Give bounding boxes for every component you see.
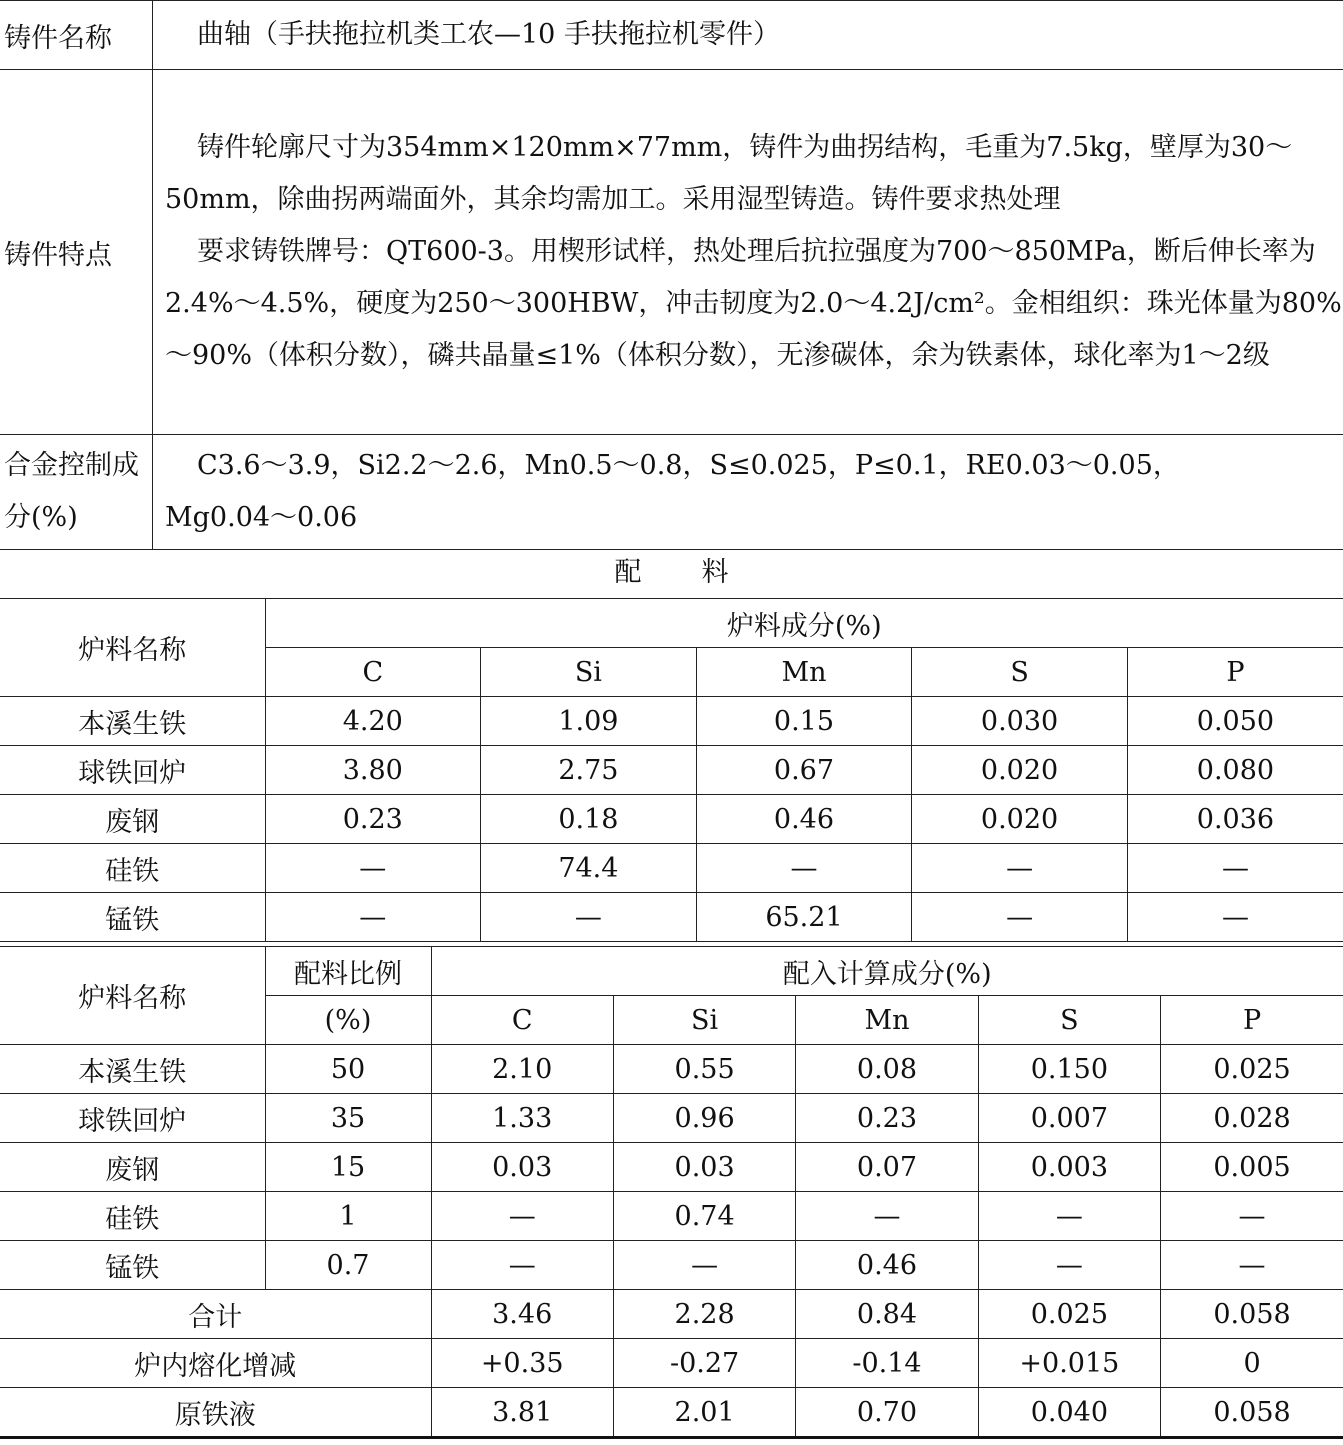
raw-element-header: Si xyxy=(481,648,697,697)
raw-materials-table xyxy=(0,598,1343,942)
table-cell: — xyxy=(912,844,1128,893)
table-cell: 0.18 xyxy=(481,795,697,844)
summary-row-melting-change xyxy=(0,1339,1343,1388)
summary-row-base-iron xyxy=(0,1388,1343,1438)
table-cell: — xyxy=(1161,1241,1343,1290)
table-cell: — xyxy=(696,844,912,893)
ratio-cell: 0.7 xyxy=(265,1241,431,1290)
ratio-cell: 1 xyxy=(265,1192,431,1241)
table-cell: 0.23 xyxy=(796,1094,978,1143)
summary-label: 炉内熔化增减 xyxy=(0,1339,431,1388)
table-cell: 65.21 xyxy=(696,893,912,942)
table-cell: 0.020 xyxy=(912,746,1128,795)
casting-name-label: 铸件名称 xyxy=(0,1,153,70)
material-name: 球铁回炉 xyxy=(0,746,265,795)
calc-name-header: 炉料名称 xyxy=(0,947,265,1045)
calc-element-header: S xyxy=(978,996,1160,1045)
table-cell: 0.040 xyxy=(978,1388,1160,1438)
casting-name-value: 曲轴（手扶拖拉机类工农—10 手扶拖拉机零件） xyxy=(153,1,1343,70)
table-cell: — xyxy=(265,893,481,942)
raw-name-header: 炉料名称 xyxy=(0,599,265,697)
table-cell: +0.35 xyxy=(431,1339,613,1388)
table-row xyxy=(0,893,1343,942)
raw-header-row xyxy=(0,599,1343,648)
table-cell: -0.27 xyxy=(613,1339,795,1388)
table-cell: 0.74 xyxy=(613,1192,795,1241)
raw-element-header: S xyxy=(912,648,1128,697)
table-cell: 0.058 xyxy=(1161,1388,1343,1438)
table-row xyxy=(0,795,1343,844)
table-cell: — xyxy=(912,893,1128,942)
alloy-composition-label: 合金控制成分(%) xyxy=(0,435,153,550)
table-row xyxy=(0,1241,1343,1290)
raw-element-header: P xyxy=(1127,648,1343,697)
table-cell: — xyxy=(1127,844,1343,893)
table-row xyxy=(0,1094,1343,1143)
section-title: 配料 xyxy=(614,557,789,588)
table-cell: 0 xyxy=(1161,1339,1343,1388)
ratio-cell: 15 xyxy=(265,1143,431,1192)
summary-row-total xyxy=(0,1290,1343,1339)
table-cell: 0.080 xyxy=(1127,746,1343,795)
table-cell: 0.028 xyxy=(1161,1094,1343,1143)
table-cell: 0.23 xyxy=(265,795,481,844)
material-name: 本溪生铁 xyxy=(0,697,265,746)
table-cell: +0.015 xyxy=(978,1339,1160,1388)
table-cell: 0.03 xyxy=(431,1143,613,1192)
casting-features-row xyxy=(0,70,1343,435)
table-row xyxy=(0,844,1343,893)
material-name: 废钢 xyxy=(0,1143,265,1192)
table-cell: — xyxy=(978,1192,1160,1241)
calc-element-header: P xyxy=(1161,996,1343,1045)
table-cell: — xyxy=(613,1241,795,1290)
raw-element-header: C xyxy=(265,648,481,697)
table-row xyxy=(0,1192,1343,1241)
table-cell: 2.10 xyxy=(431,1045,613,1094)
table-cell: 1.33 xyxy=(431,1094,613,1143)
table-cell: 0.005 xyxy=(1161,1143,1343,1192)
alloy-composition-line-2: Mg0.04～0.06 xyxy=(165,502,358,533)
table-cell: 3.46 xyxy=(431,1290,613,1339)
table-cell: 0.025 xyxy=(978,1290,1160,1339)
casting-name-row xyxy=(0,1,1343,70)
table-cell: 0.96 xyxy=(613,1094,795,1143)
material-name: 锰铁 xyxy=(0,1241,265,1290)
summary-label: 原铁液 xyxy=(0,1388,431,1438)
table-cell: 2.01 xyxy=(613,1388,795,1438)
table-cell: 3.81 xyxy=(431,1388,613,1438)
material-name: 硅铁 xyxy=(0,1192,265,1241)
table-cell: 0.15 xyxy=(696,697,912,746)
table-cell: 0.050 xyxy=(1127,697,1343,746)
calculated-composition-table xyxy=(0,946,1343,1439)
table-cell: 0.84 xyxy=(796,1290,978,1339)
ratio-cell: 50 xyxy=(265,1045,431,1094)
table-cell: 0.036 xyxy=(1127,795,1343,844)
alloy-composition-row xyxy=(0,435,1343,550)
table-cell: 0.150 xyxy=(978,1045,1160,1094)
table-cell: -0.14 xyxy=(796,1339,978,1388)
casting-info-table xyxy=(0,0,1343,550)
casting-features-paragraph-2: 要求铸铁牌号：QT600-3。用楔形试样，热处理后抗拉强度为700～850MPa，断后伸长率为2.4%～4.5%，硬度为250～300HBW，冲击韧度为2.0～4.2J/cm²。金相组织：珠光体量为80%～90%（体积分数），磷共晶量≤1%（体积分数），无渗碳体，余为铁素体，球化率为1～2级 xyxy=(165,236,1342,371)
table-cell: 0.67 xyxy=(696,746,912,795)
summary-label: 合计 xyxy=(0,1290,431,1339)
raw-composition-header: 炉料成分(%) xyxy=(265,599,1343,648)
table-cell: 0.08 xyxy=(796,1045,978,1094)
calc-element-header: Si xyxy=(613,996,795,1045)
calc-composition-header: 配入计算成分(%) xyxy=(431,947,1343,996)
table-cell: 0.025 xyxy=(1161,1045,1343,1094)
calc-header-row xyxy=(0,947,1343,996)
table-cell: — xyxy=(265,844,481,893)
material-name: 本溪生铁 xyxy=(0,1045,265,1094)
material-name: 硅铁 xyxy=(0,844,265,893)
material-name: 锰铁 xyxy=(0,893,265,942)
table-cell: — xyxy=(796,1192,978,1241)
table-cell: 0.46 xyxy=(796,1241,978,1290)
alloy-composition-line-1: C3.6～3.9，Si2.2～2.6，Mn0.5～0.8，S≤0.025，P≤0.1，RE0.03～0.05， xyxy=(197,450,1180,481)
table-cell: 0.020 xyxy=(912,795,1128,844)
table-row xyxy=(0,697,1343,746)
calc-ratio-header: 配料比例 xyxy=(265,947,431,996)
table-cell: 4.20 xyxy=(265,697,481,746)
casting-features-paragraph-1: 铸件轮廓尺寸为354mm×120mm×77mm，铸件为曲拐结构，毛重为7.5kg，壁厚为30～50mm，除曲拐两端面外，其余均需加工。采用湿型铸造。铸件要求热处理 xyxy=(165,132,1293,215)
table-row xyxy=(0,1045,1343,1094)
calc-element-header: Mn xyxy=(796,996,978,1045)
material-name: 球铁回炉 xyxy=(0,1094,265,1143)
table-cell: 74.4 xyxy=(481,844,697,893)
table-cell: 0.003 xyxy=(978,1143,1160,1192)
table-cell: 2.75 xyxy=(481,746,697,795)
table-cell: 0.46 xyxy=(696,795,912,844)
table-row xyxy=(0,746,1343,795)
material-name: 废钢 xyxy=(0,795,265,844)
table-cell: 0.55 xyxy=(613,1045,795,1094)
table-row xyxy=(0,1143,1343,1192)
table-cell: — xyxy=(1127,893,1343,942)
calc-ratio-unit: (%) xyxy=(265,996,431,1045)
table-cell: — xyxy=(431,1192,613,1241)
table-cell: 0.058 xyxy=(1161,1290,1343,1339)
table-cell: 0.07 xyxy=(796,1143,978,1192)
table-cell: 1.09 xyxy=(481,697,697,746)
table-cell: — xyxy=(1161,1192,1343,1241)
table-cell: 0.70 xyxy=(796,1388,978,1438)
table-cell: — xyxy=(978,1241,1160,1290)
table-cell: 0.007 xyxy=(978,1094,1160,1143)
ratio-cell: 35 xyxy=(265,1094,431,1143)
table-cell: 2.28 xyxy=(613,1290,795,1339)
table-cell: — xyxy=(481,893,697,942)
table-cell: 0.030 xyxy=(912,697,1128,746)
calc-element-header: C xyxy=(431,996,613,1045)
raw-element-header: Mn xyxy=(696,648,912,697)
table-cell: 3.80 xyxy=(265,746,481,795)
casting-features-value xyxy=(153,70,1343,435)
table-cell: — xyxy=(431,1241,613,1290)
table-cell: 0.03 xyxy=(613,1143,795,1192)
casting-features-label: 铸件特点 xyxy=(0,70,153,435)
alloy-composition-value xyxy=(153,435,1343,550)
